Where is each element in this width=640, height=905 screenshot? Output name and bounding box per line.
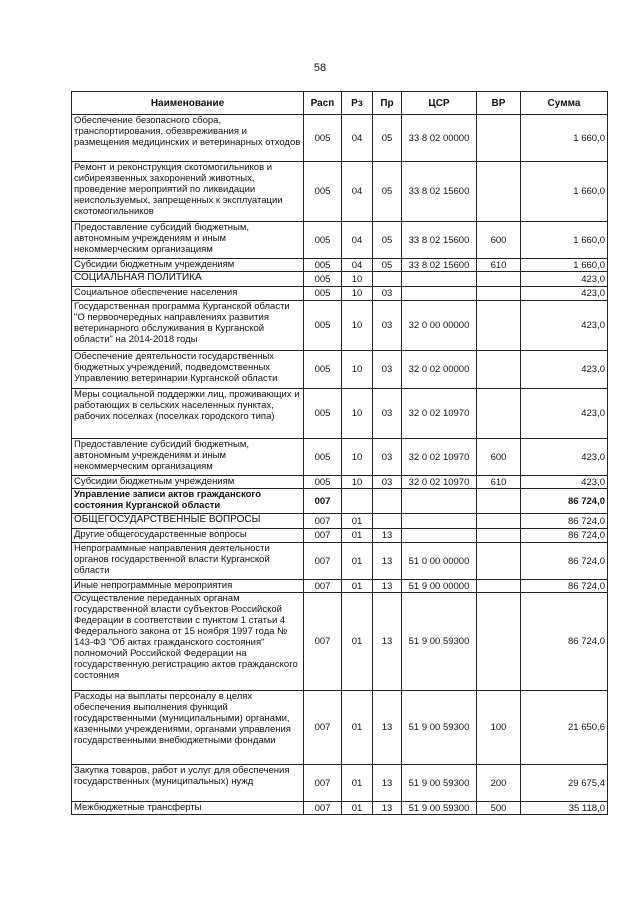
cell-sum: 423,0 bbox=[521, 476, 608, 489]
header-row bbox=[72, 92, 608, 115]
header-name: Наименование bbox=[72, 92, 304, 115]
cell-vr bbox=[477, 593, 521, 691]
cell-sum: 86 724,0 bbox=[521, 489, 608, 514]
cell-name: Непрограммные направления деятельности органов государственной власти Курганской области bbox=[72, 543, 304, 580]
cell-csr bbox=[402, 514, 477, 529]
cell-rz: 01 bbox=[342, 529, 373, 543]
cell-pr: 13 bbox=[373, 529, 402, 543]
cell-vr: 500 bbox=[477, 802, 521, 815]
header-vr: ВР bbox=[477, 92, 521, 115]
cell-csr: 51 9 00 59300 bbox=[402, 691, 477, 765]
cell-pr: 03 bbox=[373, 301, 402, 351]
page-number: 58 bbox=[313, 62, 327, 74]
cell-rasp: 007 bbox=[304, 543, 342, 580]
cell-pr: 13 bbox=[373, 802, 402, 815]
cell-csr: 33 8 02 15600 bbox=[402, 259, 477, 272]
table-row bbox=[72, 162, 608, 222]
cell-sum: 423,0 bbox=[521, 389, 608, 439]
cell-name: Управление записи актов гражданского состояния Курганской области bbox=[72, 489, 304, 514]
cell-rz: 01 bbox=[342, 514, 373, 529]
cell-rasp: 005 bbox=[304, 162, 342, 222]
cell-vr: 610 bbox=[477, 259, 521, 272]
cell-rz: 01 bbox=[342, 543, 373, 580]
cell-csr bbox=[402, 272, 477, 287]
cell-rz: 04 bbox=[342, 162, 373, 222]
cell-pr: 05 bbox=[373, 259, 402, 272]
cell-vr bbox=[477, 529, 521, 543]
cell-rasp: 007 bbox=[304, 802, 342, 815]
cell-sum: 86 724,0 bbox=[521, 529, 608, 543]
cell-rz bbox=[342, 489, 373, 514]
cell-csr: 32 0 00 00000 bbox=[402, 301, 477, 351]
cell-rasp: 007 bbox=[304, 514, 342, 529]
cell-rasp: 007 bbox=[304, 489, 342, 514]
cell-rasp: 005 bbox=[304, 272, 342, 287]
cell-vr bbox=[477, 543, 521, 580]
table-row bbox=[72, 287, 608, 301]
cell-sum: 1 660,0 bbox=[521, 259, 608, 272]
cell-rasp: 007 bbox=[304, 580, 342, 593]
cell-sum: 423,0 bbox=[521, 351, 608, 389]
cell-pr bbox=[373, 272, 402, 287]
table-row bbox=[72, 476, 608, 489]
cell-name: Субсидии бюджетным учреждениям bbox=[72, 476, 304, 489]
table-row bbox=[72, 580, 608, 593]
cell-pr: 03 bbox=[373, 351, 402, 389]
cell-rz: 10 bbox=[342, 476, 373, 489]
cell-csr: 51 9 00 59300 bbox=[402, 765, 477, 802]
cell-rasp: 005 bbox=[304, 439, 342, 476]
cell-csr: 33 8 02 15600 bbox=[402, 222, 477, 259]
cell-sum: 86 724,0 bbox=[521, 593, 608, 691]
cell-rz: 01 bbox=[342, 802, 373, 815]
cell-rz: 10 bbox=[342, 389, 373, 439]
cell-rasp: 007 bbox=[304, 765, 342, 802]
cell-pr bbox=[373, 514, 402, 529]
cell-rasp: 005 bbox=[304, 259, 342, 272]
cell-csr: 51 9 00 59300 bbox=[402, 593, 477, 691]
cell-sum: 29 675,4 bbox=[521, 765, 608, 802]
cell-csr: 32 0 02 10970 bbox=[402, 389, 477, 439]
header-rz: Рз bbox=[342, 92, 373, 115]
table-row bbox=[72, 802, 608, 815]
cell-pr: 13 bbox=[373, 593, 402, 691]
cell-pr: 03 bbox=[373, 476, 402, 489]
header-rasp: Расп bbox=[304, 92, 342, 115]
table-row bbox=[72, 529, 608, 543]
cell-name: Другие общегосударственные вопросы bbox=[72, 529, 304, 543]
cell-name: Ремонт и реконструкция скотомогильников и сибиреязвенных захоронений животных, проведение мероприятий по ликвидации неиспользуемых, запрещенных к эксплуатации скотомогильников bbox=[72, 162, 304, 222]
cell-name: Меры социальной поддержки лиц, проживающих и работающих в сельских населенных пунктах, рабочих поселках (поселках городского типа) bbox=[72, 389, 304, 439]
cell-rasp: 005 bbox=[304, 287, 342, 301]
cell-pr: 13 bbox=[373, 543, 402, 580]
cell-pr: 03 bbox=[373, 287, 402, 301]
budget-table bbox=[71, 91, 608, 815]
cell-rasp: 007 bbox=[304, 691, 342, 765]
cell-pr: 05 bbox=[373, 115, 402, 162]
cell-csr bbox=[402, 529, 477, 543]
table-row bbox=[72, 272, 608, 287]
cell-sum: 423,0 bbox=[521, 287, 608, 301]
cell-csr: 51 9 00 59300 bbox=[402, 802, 477, 815]
table-row bbox=[72, 543, 608, 580]
cell-sum: 86 724,0 bbox=[521, 543, 608, 580]
cell-pr: 05 bbox=[373, 162, 402, 222]
table-row bbox=[72, 301, 608, 351]
cell-vr bbox=[477, 580, 521, 593]
cell-sum: 423,0 bbox=[521, 272, 608, 287]
table-row bbox=[72, 765, 608, 802]
cell-csr bbox=[402, 287, 477, 301]
cell-vr: 100 bbox=[477, 691, 521, 765]
cell-csr: 51 0 00 00000 bbox=[402, 543, 477, 580]
cell-csr: 32 0 02 00000 bbox=[402, 351, 477, 389]
cell-pr: 13 bbox=[373, 765, 402, 802]
cell-sum: 423,0 bbox=[521, 301, 608, 351]
cell-rz: 01 bbox=[342, 691, 373, 765]
cell-vr: 600 bbox=[477, 222, 521, 259]
cell-vr: 600 bbox=[477, 439, 521, 476]
cell-name: Закупка товаров, работ и услуг для обеспечения государственных (муниципальных) нужд bbox=[72, 765, 304, 802]
table-row bbox=[72, 489, 608, 514]
header-pr: Пр bbox=[373, 92, 402, 115]
table-row bbox=[72, 115, 608, 162]
cell-name: Обеспечение безопасного сбора, транспортирования, обезвреживания и размещения медицинских и ветеринарных отходов bbox=[72, 115, 304, 162]
cell-vr: 200 bbox=[477, 765, 521, 802]
cell-name: Обеспечение деятельности государственных бюджетных учреждений, подведомственных Управлению ветеринарии Курганской области bbox=[72, 351, 304, 389]
cell-rz: 10 bbox=[342, 439, 373, 476]
cell-sum: 1 660,0 bbox=[521, 162, 608, 222]
cell-rz: 04 bbox=[342, 259, 373, 272]
cell-rasp: 005 bbox=[304, 222, 342, 259]
cell-name: Расходы на выплаты персоналу в целях обеспечения выполнения функций государственными (муниципальными) органами, казенными учреждениями, органами управления государственными внебюджетными фондами bbox=[72, 691, 304, 765]
cell-csr: 33 8 02 00000 bbox=[402, 115, 477, 162]
cell-rasp: 005 bbox=[304, 301, 342, 351]
table-row bbox=[72, 439, 608, 476]
cell-sum: 35 118,0 bbox=[521, 802, 608, 815]
cell-rasp: 007 bbox=[304, 593, 342, 691]
header-sum: Сумма bbox=[521, 92, 608, 115]
cell-rz: 10 bbox=[342, 301, 373, 351]
table-row bbox=[72, 222, 608, 259]
table-row bbox=[72, 259, 608, 272]
cell-sum: 1 660,0 bbox=[521, 222, 608, 259]
table-row bbox=[72, 389, 608, 439]
cell-rz: 01 bbox=[342, 765, 373, 802]
cell-rasp: 005 bbox=[304, 115, 342, 162]
cell-csr: 32 0 02 10970 bbox=[402, 439, 477, 476]
cell-rz: 10 bbox=[342, 351, 373, 389]
cell-name: ОБЩЕГОСУДАРСТВЕННЫЕ ВОПРОСЫ bbox=[72, 514, 304, 529]
cell-vr bbox=[477, 272, 521, 287]
cell-csr: 32 0 02 10970 bbox=[402, 476, 477, 489]
cell-vr bbox=[477, 389, 521, 439]
cell-vr bbox=[477, 489, 521, 514]
cell-sum: 21 650,6 bbox=[521, 691, 608, 765]
table-row bbox=[72, 691, 608, 765]
cell-name: Иные непрограммные мероприятия bbox=[72, 580, 304, 593]
cell-vr bbox=[477, 351, 521, 389]
cell-pr bbox=[373, 489, 402, 514]
cell-name: Межбюджетные трансферты bbox=[72, 802, 304, 815]
cell-sum: 423,0 bbox=[521, 439, 608, 476]
cell-rz: 04 bbox=[342, 115, 373, 162]
header-csr: ЦСР bbox=[402, 92, 477, 115]
cell-rz: 01 bbox=[342, 593, 373, 691]
cell-csr: 33 8 02 15600 bbox=[402, 162, 477, 222]
cell-pr: 13 bbox=[373, 691, 402, 765]
cell-vr bbox=[477, 301, 521, 351]
cell-rz: 01 bbox=[342, 580, 373, 593]
cell-sum: 86 724,0 bbox=[521, 514, 608, 529]
cell-name: Предоставление субсидий бюджетным, автономным учреждениям и иным некоммерческим организациям bbox=[72, 439, 304, 476]
cell-rz: 10 bbox=[342, 287, 373, 301]
cell-name: Государственная программа Курганской области "О первоочередных направлениях развития ветеринарного обслуживания в Курганской области" на 2014-2018 годы bbox=[72, 301, 304, 351]
cell-vr bbox=[477, 115, 521, 162]
cell-sum: 1 660,0 bbox=[521, 115, 608, 162]
cell-rasp: 005 bbox=[304, 476, 342, 489]
cell-pr: 03 bbox=[373, 439, 402, 476]
cell-rasp: 005 bbox=[304, 351, 342, 389]
table-row bbox=[72, 514, 608, 529]
cell-vr bbox=[477, 287, 521, 301]
cell-vr bbox=[477, 514, 521, 529]
cell-rasp: 005 bbox=[304, 389, 342, 439]
cell-rz: 10 bbox=[342, 272, 373, 287]
cell-name: Предоставление субсидий бюджетным, автономным учреждениям и иным некоммерческим организациям bbox=[72, 222, 304, 259]
cell-sum: 86 724,0 bbox=[521, 580, 608, 593]
cell-rz: 04 bbox=[342, 222, 373, 259]
cell-name: СОЦИАЛЬНАЯ ПОЛИТИКА bbox=[72, 272, 304, 287]
cell-csr bbox=[402, 489, 477, 514]
cell-vr: 610 bbox=[477, 476, 521, 489]
cell-name: Субсидии бюджетным учреждениям bbox=[72, 259, 304, 272]
cell-rasp: 007 bbox=[304, 529, 342, 543]
table-row bbox=[72, 351, 608, 389]
table-row bbox=[72, 593, 608, 691]
cell-pr: 13 bbox=[373, 580, 402, 593]
cell-name: Социальное обеспечение населения bbox=[72, 287, 304, 301]
cell-pr: 05 bbox=[373, 222, 402, 259]
cell-csr: 51 9 00 00000 bbox=[402, 580, 477, 593]
cell-vr bbox=[477, 162, 521, 222]
cell-name: Осуществление переданных органам государственной власти субъектов Российской Федерации в соответствии с пунктом 1 статьи 4 Федерального закона от 15 ноября 1997 года № 143-ФЗ "Об актах гражданского состояния" полномочий Российской Федерации на государственную регистрацию актов гражданского состояния bbox=[72, 593, 304, 691]
cell-pr: 03 bbox=[373, 389, 402, 439]
